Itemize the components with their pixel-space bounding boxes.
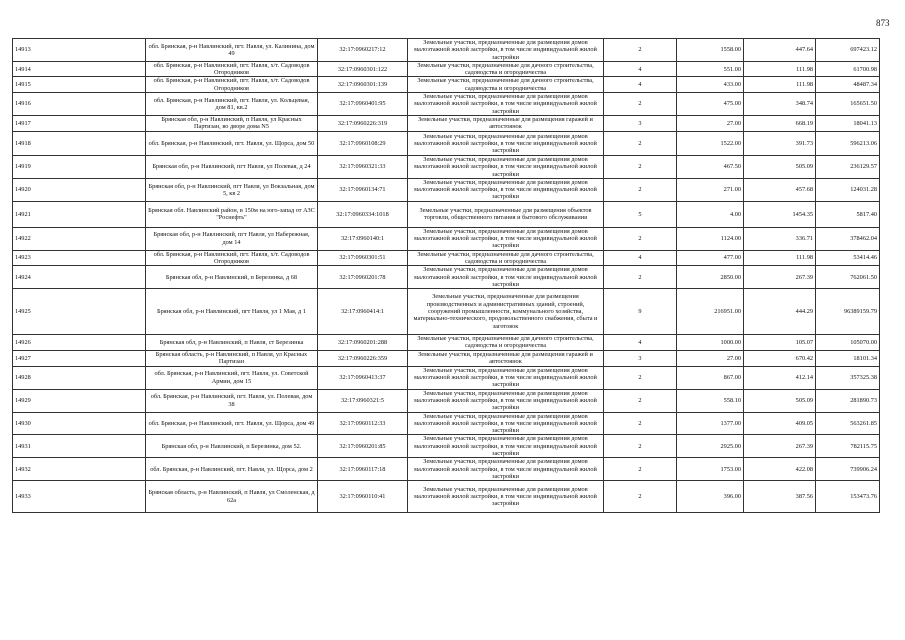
row-cadastral-number: 32:17:0960134:71 — [318, 178, 408, 201]
row-address: Брянская область, р-н Навлинский, п Навля, ул Красных Партизан — [146, 350, 318, 366]
row-use-category: 2 — [604, 39, 677, 62]
row-cadastral-number: 32:17:0960110:41 — [318, 481, 408, 513]
row-cadastral-value: 236129.57 — [816, 155, 880, 178]
row-use-category: 2 — [604, 131, 677, 155]
row-use-category: 2 — [604, 435, 677, 458]
row-cadastral-value: 762061.50 — [816, 266, 880, 289]
row-cadastral-value: 357325.38 — [816, 366, 880, 389]
row-number: 14928 — [13, 366, 146, 389]
table-row — [13, 61, 880, 77]
row-specific-value: 267.39 — [744, 435, 816, 458]
row-use-category: 4 — [604, 335, 677, 351]
row-address: обл. Брянская, р-н Навлинский, пгт. Навля, ул. Калинина, дом 49 — [146, 39, 318, 62]
row-address: обл. Брянская, р-н Навлинский, пгт. Навля, ул. Советской Армии, дом 15 — [146, 366, 318, 389]
row-specific-value: 391.73 — [744, 131, 816, 155]
table-row — [13, 289, 880, 335]
row-land-use: Земельные участки, предназначенные для размещения домов малоэтажной жилой застройки, в том числе индивидуальной жилой застройки — [408, 435, 604, 458]
row-use-category: 2 — [604, 366, 677, 389]
row-land-use: Земельные участки, предназначенные для размещения домов малоэтажной жилой застройки, в том числе индивидуальной жилой застройки — [408, 178, 604, 201]
row-cadastral-number: 32:17:0960301:122 — [318, 61, 408, 77]
row-specific-value: 457.68 — [744, 178, 816, 201]
table-row — [13, 201, 880, 227]
row-area: 1124.00 — [677, 227, 744, 250]
row-area: 551.00 — [677, 61, 744, 77]
row-specific-value: 336.71 — [744, 227, 816, 250]
row-land-use: Земельные участки, предназначенные для размещения гаражей и автостоянок — [408, 350, 604, 366]
row-address: обл. Брянская, р-н Навлинский, пгт. Навля, х/т. Садоводов Огородников — [146, 250, 318, 266]
row-cadastral-value: 563261.85 — [816, 412, 880, 435]
row-use-category: 5 — [604, 201, 677, 227]
row-cadastral-number: 32:17:0960321:33 — [318, 155, 408, 178]
row-area: 2925.00 — [677, 435, 744, 458]
row-specific-value: 422.08 — [744, 458, 816, 481]
row-address: обл. Брянская, р-н Навлинский, пгт. Навля, ул. Кольцевая, дом 81, кв.2 — [146, 93, 318, 116]
row-use-category: 2 — [604, 412, 677, 435]
row-use-category: 9 — [604, 289, 677, 335]
row-cadastral-number: 32:17:0960334:1018 — [318, 201, 408, 227]
row-number: 14930 — [13, 412, 146, 435]
row-use-category: 4 — [604, 250, 677, 266]
row-area: 2850.00 — [677, 266, 744, 289]
row-cadastral-value: 18041.13 — [816, 115, 880, 131]
row-use-category: 2 — [604, 155, 677, 178]
row-land-use: Земельные участки, предназначенные для размещения объектов торговли, общественного питания и бытового обслуживания — [408, 201, 604, 227]
table-row — [13, 39, 880, 62]
table-row — [13, 366, 880, 389]
row-area: 1753.00 — [677, 458, 744, 481]
row-cadastral-number: 32:17:0960413:37 — [318, 366, 408, 389]
row-address: обл. Брянская, р-н Навлинский, пгт. Навля, ул. Щорса, дом 49 — [146, 412, 318, 435]
row-use-category: 2 — [604, 389, 677, 412]
row-land-use: Земельные участки, предназначенные для размещения домов малоэтажной жилой застройки, в том числе индивидуальной жилой застройки — [408, 131, 604, 155]
row-cadastral-number: 32:17:0960201:85 — [318, 435, 408, 458]
row-address: Брянская обл, р-н Навлинский, пгт Навля, ул 1 Мая, д 1 — [146, 289, 318, 335]
row-cadastral-number: 32:17:0960226:359 — [318, 350, 408, 366]
row-cadastral-number: 32:17:0960217:12 — [318, 39, 408, 62]
row-address: Брянская обл, р-н Навлинский, п Березинка, д 68 — [146, 266, 318, 289]
row-specific-value: 111.98 — [744, 77, 816, 93]
table-row — [13, 389, 880, 412]
row-address: Брянская обл, р-н Навлинский, пгт Навля, ул Полевая, д 24 — [146, 155, 318, 178]
row-use-category: 2 — [604, 227, 677, 250]
row-number: 14922 — [13, 227, 146, 250]
row-cadastral-number: 32:17:0960140:1 — [318, 227, 408, 250]
row-number: 14931 — [13, 435, 146, 458]
page-number: 873 — [876, 18, 890, 28]
row-area: 27.00 — [677, 350, 744, 366]
table-row — [13, 335, 880, 351]
table-row — [13, 481, 880, 513]
table-row — [13, 155, 880, 178]
row-number: 14915 — [13, 77, 146, 93]
row-area: 1522.00 — [677, 131, 744, 155]
table-row — [13, 93, 880, 116]
row-address: Брянская область, р-н Навлинский, п Навля, ул Смоленская, д 62а — [146, 481, 318, 513]
row-use-category: 4 — [604, 77, 677, 93]
row-cadastral-number: 32:17:0960226:319 — [318, 115, 408, 131]
row-cadastral-value: 697423.12 — [816, 39, 880, 62]
row-area: 558.10 — [677, 389, 744, 412]
row-cadastral-number: 32:17:0960321:5 — [318, 389, 408, 412]
row-address: обл. Брянская, р-н Навлинский, пгт. Навля, ул. Щорса, дом 50 — [146, 131, 318, 155]
row-number: 14913 — [13, 39, 146, 62]
row-land-use: Земельные участки, предназначенные для размещения домов малоэтажной жилой застройки, в том числе индивидуальной жилой застройки — [408, 266, 604, 289]
row-specific-value: 1454.35 — [744, 201, 816, 227]
row-area: 1377.00 — [677, 412, 744, 435]
row-land-use: Земельные участки, предназначенные для дачного строительства, садоводства и огородничества — [408, 250, 604, 266]
row-specific-value: 105.07 — [744, 335, 816, 351]
row-specific-value: 668.19 — [744, 115, 816, 131]
row-cadastral-value: 96389159.79 — [816, 289, 880, 335]
row-area: 433.00 — [677, 77, 744, 93]
land-register-table — [12, 38, 880, 513]
row-specific-value: 670.42 — [744, 350, 816, 366]
row-cadastral-value: 61700.98 — [816, 61, 880, 77]
row-area: 467.50 — [677, 155, 744, 178]
row-number: 14929 — [13, 389, 146, 412]
row-use-category: 2 — [604, 458, 677, 481]
row-land-use: Земельные участки, предназначенные для размещения домов малоэтажной жилой застройки, в том числе индивидуальной жилой застройки — [408, 93, 604, 116]
row-address: обл. Брянская, р-н Навлинский, пгт. Навля, ул. Щорса, дом 2 — [146, 458, 318, 481]
row-number: 14921 — [13, 201, 146, 227]
row-land-use: Земельные участки, предназначенные для размещения домов малоэтажной жилой застройки, в том числе индивидуальной жилой застройки — [408, 227, 604, 250]
row-use-category: 2 — [604, 481, 677, 513]
row-cadastral-value: 18101.34 — [816, 350, 880, 366]
row-use-category: 2 — [604, 93, 677, 116]
row-specific-value: 447.64 — [744, 39, 816, 62]
row-cadastral-value: 48487.34 — [816, 77, 880, 93]
row-cadastral-value: 53414.46 — [816, 250, 880, 266]
row-use-category: 2 — [604, 178, 677, 201]
table-row — [13, 458, 880, 481]
row-cadastral-number: 32:17:0960201:78 — [318, 266, 408, 289]
row-specific-value: 412.14 — [744, 366, 816, 389]
row-number: 14932 — [13, 458, 146, 481]
row-cadastral-number: 32:17:0960112:33 — [318, 412, 408, 435]
row-number: 14923 — [13, 250, 146, 266]
table-row — [13, 412, 880, 435]
row-cadastral-value: 5817.40 — [816, 201, 880, 227]
row-cadastral-number: 32:17:0960301:51 — [318, 250, 408, 266]
row-cadastral-value: 124031.28 — [816, 178, 880, 201]
row-number: 14927 — [13, 350, 146, 366]
row-specific-value: 387.56 — [744, 481, 816, 513]
row-address: Брянская обл, р-н Навлинский, п Навля, ст Березинка — [146, 335, 318, 351]
row-area: 216951.00 — [677, 289, 744, 335]
row-area: 475.00 — [677, 93, 744, 116]
row-land-use: Земельные участки, предназначенные для размещения производственных и административных зданий, строений, сооружений промышленности, коммунального хозяйства, материально-технического, продовольственного снабжения, сбыта и заготовок — [408, 289, 604, 335]
row-cadastral-number: 32:17:0960414:1 — [318, 289, 408, 335]
row-cadastral-value: 596213.06 — [816, 131, 880, 155]
table-row — [13, 250, 880, 266]
row-land-use: Земельные участки, предназначенные для размещения домов малоэтажной жилой застройки, в том числе индивидуальной жилой застройки — [408, 389, 604, 412]
row-cadastral-value: 153473.76 — [816, 481, 880, 513]
row-area: 477.00 — [677, 250, 744, 266]
row-number: 14924 — [13, 266, 146, 289]
table-row — [13, 131, 880, 155]
row-use-category: 3 — [604, 350, 677, 366]
row-number: 14920 — [13, 178, 146, 201]
row-address: Брянская обл, р-н Навлинский, пгт Навля, ул Набережная, дом 14 — [146, 227, 318, 250]
row-cadastral-number: 32:17:0960108:29 — [318, 131, 408, 155]
row-number: 14914 — [13, 61, 146, 77]
row-address: обл. Брянская, р-н Навлинский, пгт. Навля, х/т. Садоводов Огородников — [146, 61, 318, 77]
row-cadastral-value: 378462.04 — [816, 227, 880, 250]
row-address: Брянская обл, р-н Навлинский, п Навля, ул Красных Партизан, во дворе дома N5 — [146, 115, 318, 131]
row-number: 14933 — [13, 481, 146, 513]
row-use-category: 3 — [604, 115, 677, 131]
row-land-use: Земельные участки, предназначенные для размещения домов малоэтажной жилой застройки, в том числе индивидуальной жилой застройки — [408, 412, 604, 435]
row-cadastral-number: 32:17:0960117:18 — [318, 458, 408, 481]
row-cadastral-value: 165651.50 — [816, 93, 880, 116]
row-land-use: Земельные участки, предназначенные для дачного строительства, садоводства и огородничества — [408, 77, 604, 93]
row-specific-value: 348.74 — [744, 93, 816, 116]
row-specific-value: 111.98 — [744, 250, 816, 266]
row-land-use: Земельные участки, предназначенные для дачного строительства, садоводства и огородничества — [408, 335, 604, 351]
row-address: Брянская обл, р-н Навлинский, пгт Навля, ул Вокзальная, дом 5, кв 2 — [146, 178, 318, 201]
row-cadastral-value: 739906.24 — [816, 458, 880, 481]
row-area: 4.00 — [677, 201, 744, 227]
table-row — [13, 227, 880, 250]
row-cadastral-value: 105070.00 — [816, 335, 880, 351]
row-area: 271.00 — [677, 178, 744, 201]
row-address: обл. Брянская, р-н Навлинский, пгт. Навля, ул. Полевая, дом 38 — [146, 389, 318, 412]
row-area: 396.00 — [677, 481, 744, 513]
row-cadastral-value: 782115.75 — [816, 435, 880, 458]
row-specific-value: 267.39 — [744, 266, 816, 289]
row-use-category: 2 — [604, 266, 677, 289]
row-area: 27.00 — [677, 115, 744, 131]
row-specific-value: 111.98 — [744, 61, 816, 77]
row-cadastral-number: 32:17:0960401:95 — [318, 93, 408, 116]
row-land-use: Земельные участки, предназначенные для размещения домов малоэтажной жилой застройки, в том числе индивидуальной жилой застройки — [408, 366, 604, 389]
table-row — [13, 77, 880, 93]
row-specific-value: 505.09 — [744, 389, 816, 412]
table-row — [13, 178, 880, 201]
row-specific-value: 444.29 — [744, 289, 816, 335]
row-address: Брянская обл, р-н Навлинский, п Березинка, дом 52. — [146, 435, 318, 458]
table-row — [13, 350, 880, 366]
table-row — [13, 435, 880, 458]
row-land-use: Земельные участки, предназначенные для размещения домов малоэтажной жилой застройки, в том числе индивидуальной жилой застройки — [408, 155, 604, 178]
row-address: Брянская обл. Навлинский район, в 150м на юго-запад от АЗС "Роснефть" — [146, 201, 318, 227]
row-land-use: Земельные участки, предназначенные для размещения домов малоэтажной жилой застройки, в том числе индивидуальной жилой застройки — [408, 39, 604, 62]
table-row — [13, 266, 880, 289]
row-number: 14917 — [13, 115, 146, 131]
row-number: 14926 — [13, 335, 146, 351]
row-number: 14919 — [13, 155, 146, 178]
table-row — [13, 115, 880, 131]
row-address: обл. Брянская, р-н Навлинский, пгт. Навля, х/т. Садоводов Огородников — [146, 77, 318, 93]
row-land-use: Земельные участки, предназначенные для размещения домов малоэтажной жилой застройки, в том числе индивидуальной жилой застройки — [408, 481, 604, 513]
row-number: 14918 — [13, 131, 146, 155]
row-area: 1558.00 — [677, 39, 744, 62]
row-specific-value: 505.09 — [744, 155, 816, 178]
row-number: 14916 — [13, 93, 146, 116]
row-cadastral-number: 32:17:0960201:288 — [318, 335, 408, 351]
row-land-use: Земельные участки, предназначенные для размещения гаражей и автостоянок — [408, 115, 604, 131]
row-land-use: Земельные участки, предназначенные для дачного строительства, садоводства и огородничества — [408, 61, 604, 77]
row-specific-value: 409.05 — [744, 412, 816, 435]
row-cadastral-number: 32:17:0960301:139 — [318, 77, 408, 93]
row-number: 14925 — [13, 289, 146, 335]
row-land-use: Земельные участки, предназначенные для размещения домов малоэтажной жилой застройки, в том числе индивидуальной жилой застройки — [408, 458, 604, 481]
row-area: 867.00 — [677, 366, 744, 389]
row-cadastral-value: 281890.73 — [816, 389, 880, 412]
row-use-category: 4 — [604, 61, 677, 77]
row-area: 1000.00 — [677, 335, 744, 351]
